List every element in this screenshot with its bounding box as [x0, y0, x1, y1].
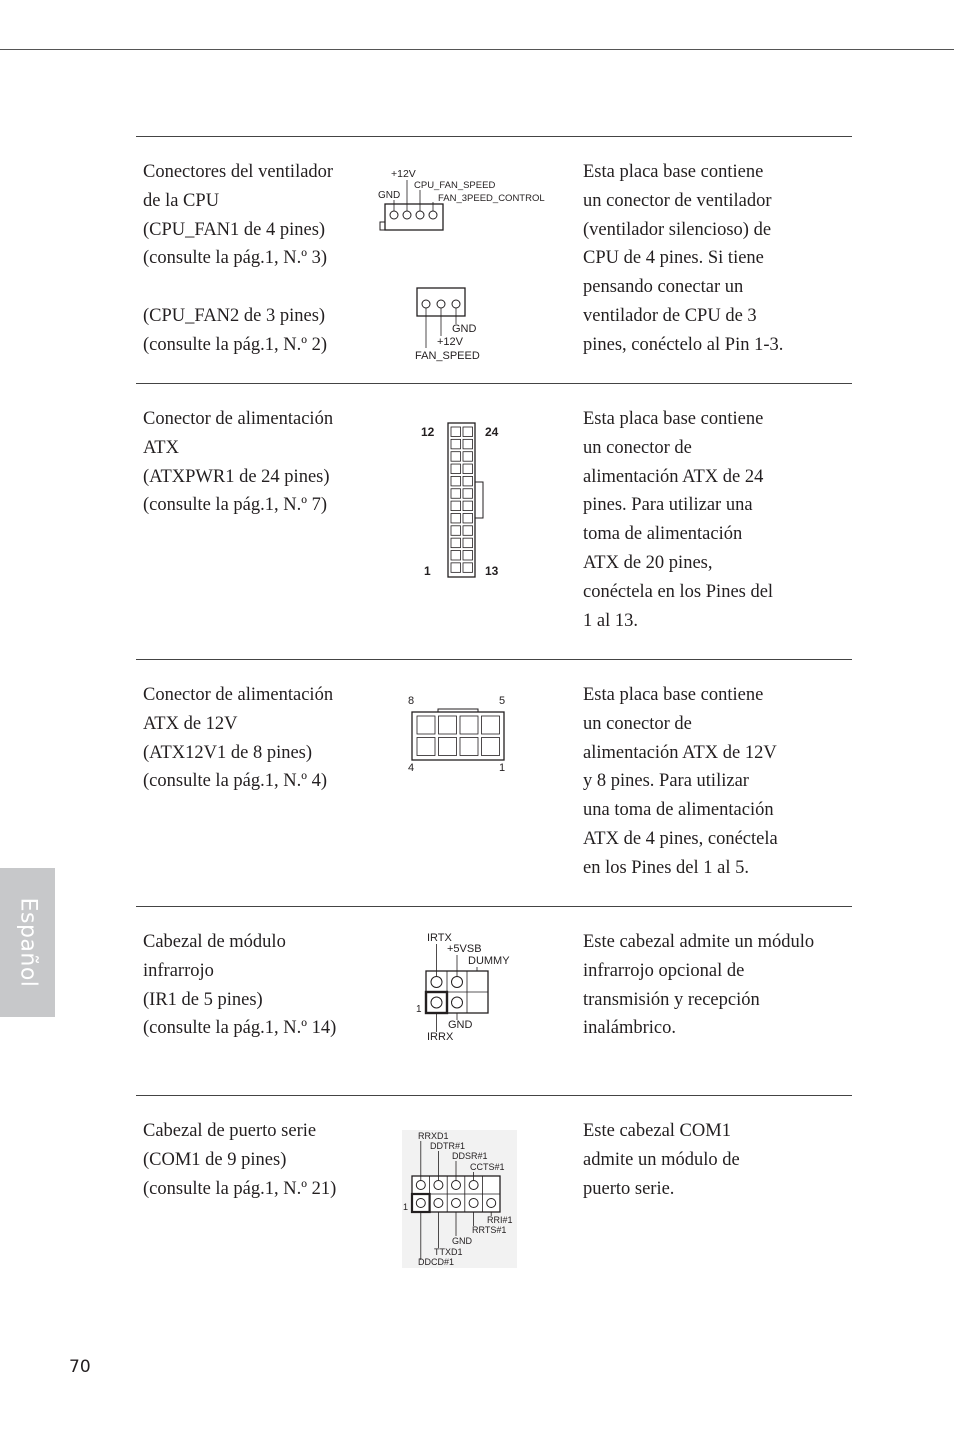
section-divider	[136, 906, 852, 907]
text-line: infrarrojo opcional de	[583, 960, 745, 981]
pin-cell	[463, 489, 473, 499]
text-line: (IR1 de 5 pines)	[143, 989, 263, 1010]
atx12v-title-block	[143, 681, 368, 796]
pin-cell	[451, 489, 461, 499]
pin-cell	[451, 439, 461, 449]
text-line: (consulte la pág.1, N.º 4)	[143, 771, 328, 792]
cpu-fan2-diagram	[410, 284, 510, 366]
pin-cell	[463, 563, 473, 573]
text-line: (CPU_FAN2 de 3 pines)	[143, 305, 326, 326]
atx12v-description	[583, 681, 845, 883]
text-line: pensando conectar un	[583, 277, 744, 298]
pin-label-rrts1: RRTS#1	[472, 1225, 507, 1235]
pin-label-ccts1: CCTS#1	[470, 1162, 505, 1172]
page-number: 70	[69, 1357, 91, 1377]
text-line: alimentación ATX de 24	[583, 466, 764, 487]
text-line: 1 al 13.	[583, 610, 638, 631]
pin-label-12v: +12V	[437, 336, 463, 348]
pin-cell	[463, 538, 473, 548]
text-line: (consulte la pág.1, N.º 7)	[143, 495, 328, 516]
pin-label-4: 4	[408, 762, 415, 774]
text-line: alimentación ATX de 12V	[583, 742, 777, 763]
pin-label-gnd: GND	[452, 1236, 472, 1246]
pin-cell	[451, 501, 461, 511]
pin-label-rrxd1: RRXD1	[418, 1131, 449, 1141]
text-line: Este cabezal COM1	[583, 1121, 731, 1141]
header-rule	[0, 49, 954, 50]
text-line: (consulte la pág.1, N.º 21)	[143, 1178, 337, 1199]
section-divider	[136, 383, 852, 384]
text-line: (CPU_FAN1 de 4 pines)	[143, 219, 326, 240]
ir-module-title-block	[143, 928, 368, 1043]
cpu-fan-description	[583, 158, 845, 360]
text-line: Esta placa base contiene	[583, 162, 764, 182]
pin-label-ttxd1: TTXD1	[434, 1247, 463, 1257]
pin-cell	[460, 716, 478, 734]
pin-cell	[451, 551, 461, 561]
pin-cell	[463, 476, 473, 486]
text-line: Este cabezal admite un módulo	[583, 932, 815, 952]
serial-port-title-block	[143, 1117, 368, 1203]
cpu-fan-title-block	[143, 158, 368, 360]
text-line: de la CPU	[143, 190, 220, 211]
pin-cell	[417, 716, 435, 734]
pin-cell	[482, 738, 500, 756]
cpu-fan1-diagram	[376, 164, 558, 236]
pin-label-dummy: DUMMY	[468, 955, 510, 967]
pin-cell	[460, 738, 478, 756]
pin-label-irrx: IRRX	[427, 1031, 454, 1043]
pin-label-24: 24	[485, 425, 499, 439]
text-line: puerto serie.	[583, 1178, 675, 1199]
pin-label-ddcd1: DDCD#1	[418, 1257, 455, 1267]
text-line: transmisión y recepción	[583, 989, 760, 1010]
text-line: ATX	[143, 437, 179, 458]
pin-label-speed: FAN_SPEED	[415, 350, 480, 362]
pin-label-1: 1	[416, 1004, 422, 1015]
language-tab	[0, 868, 55, 1017]
text-line: ATX de 20 pines,	[583, 552, 713, 573]
pin-label-ddtr1: DDTR#1	[430, 1141, 466, 1151]
pin-cell	[451, 464, 461, 474]
text-line: ATX de 4 pines, conéctela	[583, 828, 778, 849]
pin-cell	[451, 538, 461, 548]
text-line: Esta placa base contiene	[583, 685, 764, 705]
pin-label-5: 5	[499, 695, 506, 707]
pin-cell	[439, 716, 457, 734]
pin-cell	[417, 738, 435, 756]
pin-cell	[439, 738, 457, 756]
pin-cell	[463, 513, 473, 523]
text-line: (consulte la pág.1, N.º 14)	[143, 1018, 337, 1039]
atx-power-description	[583, 405, 845, 635]
text-line: (ATX12V1 de 8 pines)	[143, 742, 313, 763]
text-line: CPU de 4 pines. Si tiene	[583, 248, 764, 269]
text-line: en los Pines del 1 al 5.	[583, 857, 749, 878]
text-line: un conector de	[583, 713, 692, 734]
pin-cell	[463, 452, 473, 462]
text-line: inalámbrico.	[583, 1018, 676, 1039]
text-line: Cabezal de módulo	[143, 932, 286, 952]
pin-cell	[463, 551, 473, 561]
pin-cell	[463, 427, 473, 437]
pin-label-speed: CPU_FAN_SPEED	[414, 180, 496, 191]
text-line: (consulte la pág.1, N.º 3)	[143, 248, 328, 269]
text-line: y 8 pines. Para utilizar	[583, 771, 749, 792]
text-line: Conector de alimentación	[143, 685, 334, 705]
pin-label-8: 8	[408, 695, 415, 707]
text-line: (ATXPWR1 de 24 pines)	[143, 466, 330, 487]
pin-cell	[451, 452, 461, 462]
pin-cell	[451, 513, 461, 523]
text-line: un conector de ventilador	[583, 190, 772, 211]
pin-cell	[451, 526, 461, 536]
text-line: Conector de alimentación	[143, 409, 334, 429]
section-divider	[136, 136, 852, 137]
text-line: infrarrojo	[143, 960, 214, 981]
atx-24pin-diagram	[416, 420, 516, 582]
text-line: ATX de 12V	[143, 713, 238, 734]
pin-cell	[451, 476, 461, 486]
pin-label-1: 1	[424, 564, 431, 578]
pin-label-rri1: RRI#1	[487, 1215, 513, 1225]
atx12v-8pin-diagram	[404, 692, 516, 776]
text-line: Esta placa base contiene	[583, 409, 764, 429]
pin-label-gnd: GND	[378, 190, 401, 201]
ir-module-description	[583, 928, 848, 1043]
text-line: un conector de	[583, 437, 692, 458]
com1-header-diagram	[402, 1130, 517, 1268]
pin-label-irtx: IRTX	[427, 932, 452, 944]
pin-cell	[463, 501, 473, 511]
text-line: admite un módulo de	[583, 1149, 740, 1170]
text-line: pines. Para utilizar una	[583, 495, 753, 516]
pin-label-ddsr1: DDSR#1	[452, 1151, 488, 1161]
section-divider	[136, 1095, 852, 1096]
text-line: ventilador de CPU de 3	[583, 305, 757, 326]
section-divider	[136, 659, 852, 660]
text-line: conéctela en los Pines del	[583, 581, 774, 602]
pin-label-12v: +12V	[391, 168, 416, 180]
pin-cell	[451, 563, 461, 573]
text-line: Conectores del ventilador	[143, 162, 334, 182]
pin-label-5vsb: +5VSB	[447, 943, 482, 955]
pin-label-1: 1	[499, 762, 506, 774]
atx-power-title-block	[143, 405, 368, 520]
text-line: pines, conéctelo al Pin 1-3.	[583, 334, 784, 355]
pin-cell	[463, 439, 473, 449]
pin-cell	[463, 526, 473, 536]
pin-grid	[451, 427, 473, 572]
serial-port-description	[583, 1117, 845, 1203]
ir-header-diagram	[412, 928, 522, 1044]
pin-cell	[463, 464, 473, 474]
pin-cell	[451, 427, 461, 437]
language-tab-label: Español	[15, 897, 41, 988]
pin-label-12: 12	[421, 425, 435, 439]
pin-cell	[482, 716, 500, 734]
text-line: (consulte la pág.1, N.º 2)	[143, 334, 328, 355]
text-line: Cabezal de puerto serie	[143, 1121, 317, 1141]
pin-label-13: 13	[485, 564, 499, 578]
pin-label-gnd: GND	[448, 1019, 473, 1031]
pin-grid	[417, 716, 500, 756]
text-line: (ventilador silencioso) de	[583, 219, 772, 240]
pin-label-1: 1	[403, 1202, 409, 1212]
text-line: toma de alimentación	[583, 524, 743, 545]
text-line: una toma de alimentación	[583, 800, 774, 821]
pin-label-control: FAN_3PEED_CONTROL	[438, 193, 545, 204]
text-line: (COM1 de 9 pines)	[143, 1149, 287, 1170]
pin-label-gnd: GND	[452, 323, 477, 335]
